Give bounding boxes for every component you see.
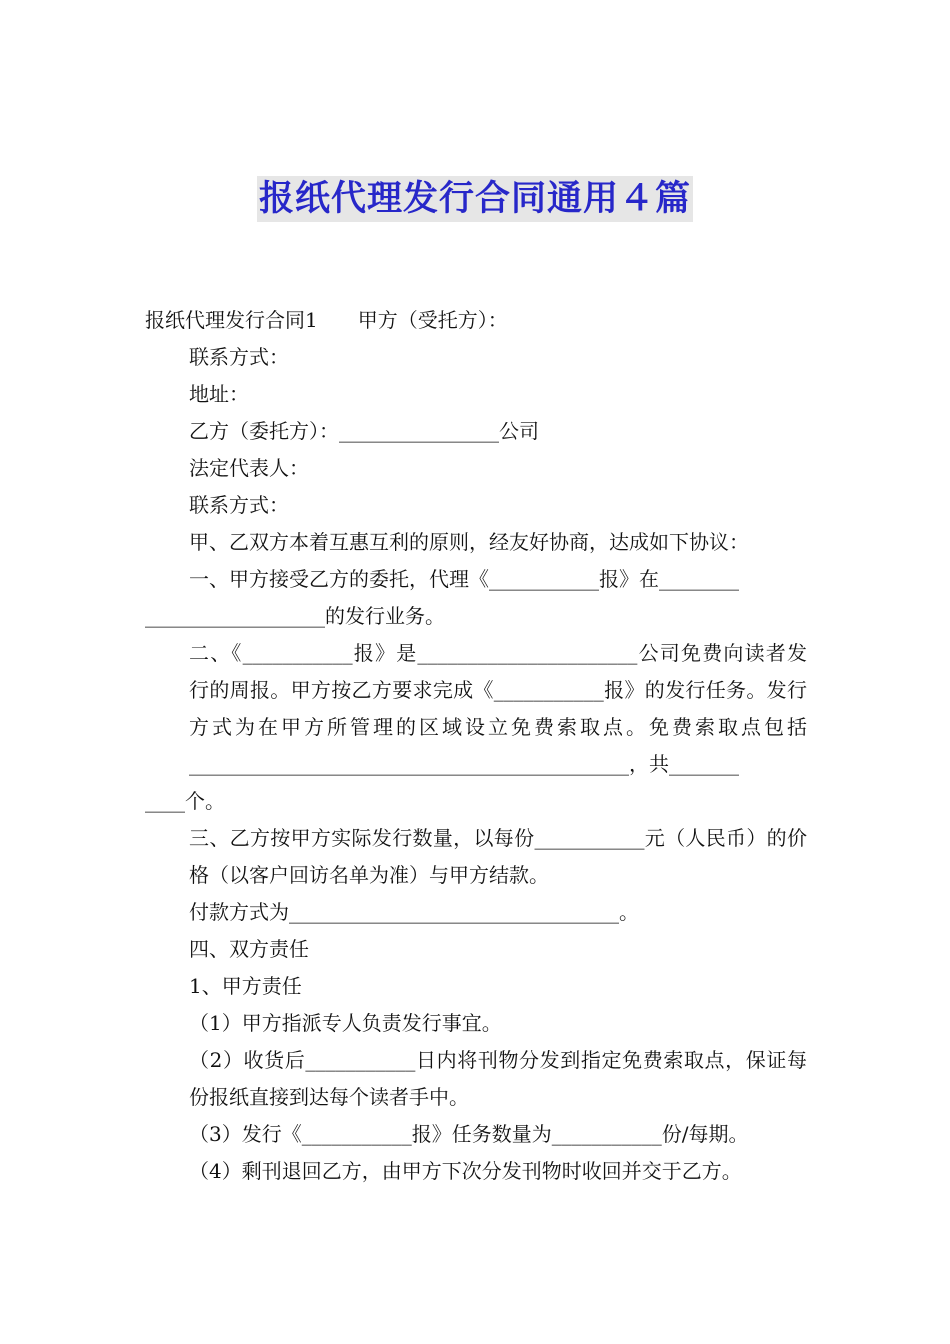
- paragraph-clause-1-line-1: 一、甲方接受乙方的委托，代理《___________报》在________: [189, 567, 739, 591]
- document-body: [145, 302, 807, 1190]
- paragraph-item-1: （1）甲方指派专人负责发行事宜。: [189, 1011, 502, 1035]
- paragraph-clause-1-line-2: __________________的发行业务。: [145, 604, 445, 628]
- paragraph-contact-a: 联系方式：: [189, 345, 289, 369]
- paragraph-legal-rep: 法定代表人：: [189, 456, 309, 480]
- paragraph-item-4: （4）剩刊退回乙方，由甲方下次分发刊物时收回并交于乙方。: [189, 1159, 742, 1183]
- paragraph-contract-heading: 报纸代理发行合同1 甲方（受托方）：: [145, 308, 508, 332]
- title-container: [0, 176, 950, 222]
- paragraph-clause-2-end: ____个。: [145, 789, 225, 813]
- paragraph-payment-method: 付款方式为_________________________________。: [189, 900, 639, 924]
- paragraph-responsibilities-heading: 四、双方责任: [189, 937, 309, 961]
- paragraph-clause-3: 三、乙方按甲方实际发行数量，以每份___________元（人民币）的价格（以客户回访名单为准）与甲方结款。: [189, 826, 807, 887]
- document-title: 报纸代理发行合同通用４篇: [257, 176, 693, 222]
- paragraph-party-a-responsibility: 1、甲方责任: [189, 974, 302, 998]
- paragraph-agreement-intro: 甲、乙双方本着互惠互利的原则，经友好协商，达成如下协议：: [189, 530, 749, 554]
- paragraph-item-2: （2）收货后___________日内将刊物分发到指定免费索取点，保证每份报纸直接到达每个读者手中。: [189, 1048, 807, 1109]
- paragraph-address: 地址：: [189, 382, 249, 406]
- paragraph-item-3: （3）发行《___________报》任务数量为___________份/每期。: [189, 1122, 749, 1146]
- paragraph-clause-2: 二、《___________报》是______________________公司免费向读者发行的周报。甲方按乙方要求完成《___________报》的发行任务。发行方式为在甲方所管理的区域设立免费索取点。免费索取点包括____________________________________________，共_______: [189, 641, 807, 776]
- paragraph-party-b: 乙方（委托方）：________________公司: [189, 419, 539, 443]
- paragraph-contact-b: 联系方式：: [189, 493, 289, 517]
